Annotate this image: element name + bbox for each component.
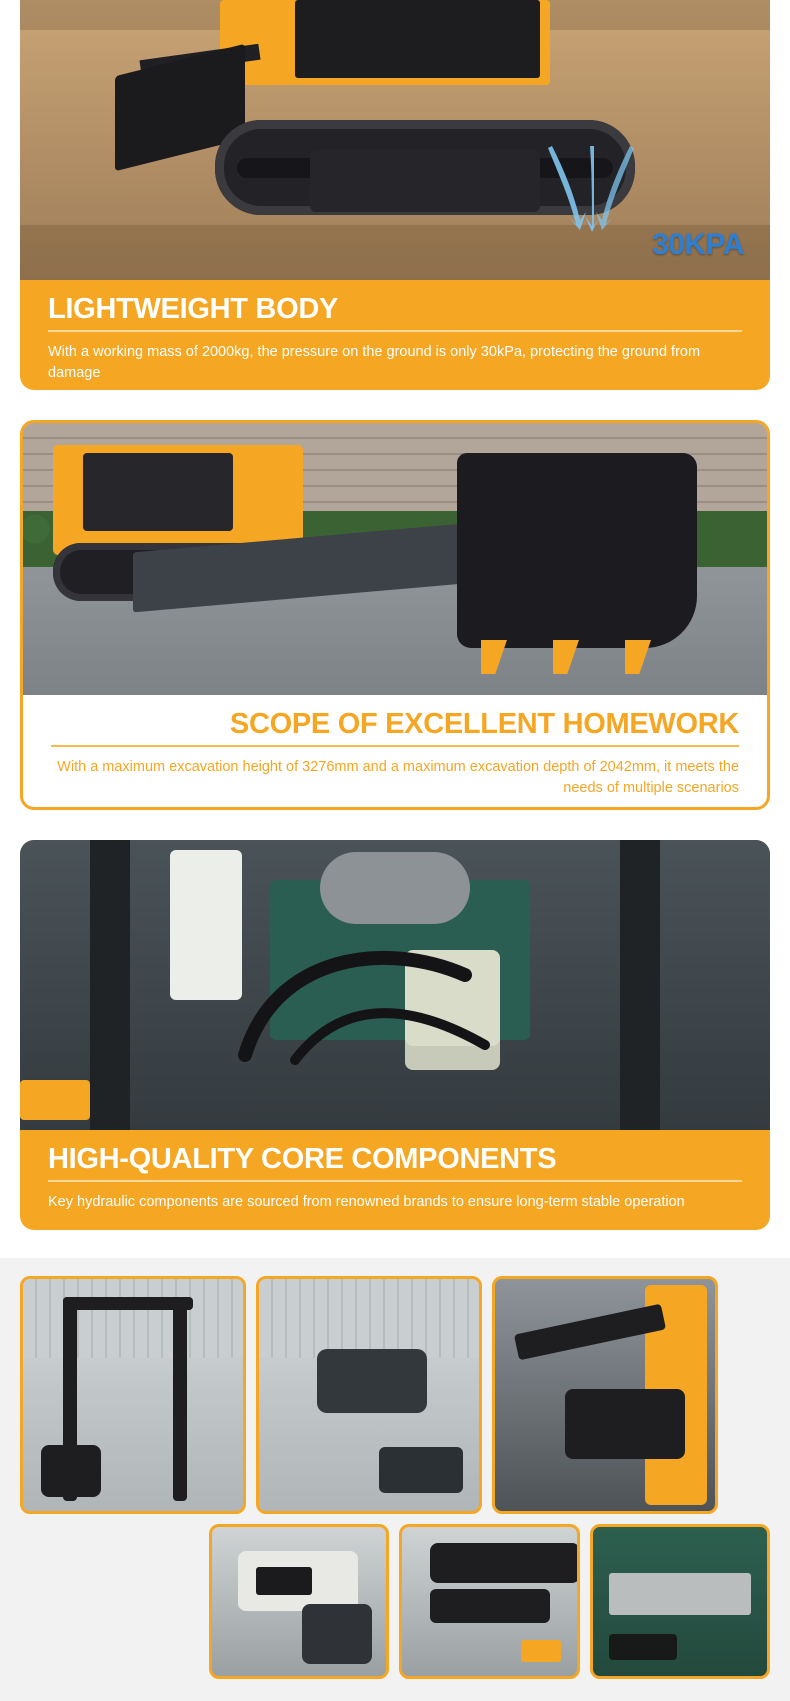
thumb-track-frame[interactable] bbox=[590, 1524, 770, 1679]
thumb-boom-detail[interactable] bbox=[492, 1276, 718, 1514]
hydraulic-hose bbox=[235, 935, 535, 1065]
gallery-spacer bbox=[20, 1524, 199, 1679]
cabin-top-rail bbox=[63, 1297, 193, 1310]
gallery-row-1 bbox=[20, 1276, 770, 1514]
excavator-cab-dark bbox=[83, 453, 233, 531]
title-divider bbox=[48, 330, 742, 332]
coolant-tank bbox=[170, 850, 242, 1000]
feature-description: Key hydraulic components are sourced from renowned brands to ensure long-term stable operation bbox=[48, 1194, 685, 1211]
photo-gallery bbox=[0, 1258, 790, 1701]
frame-bar-right bbox=[620, 840, 660, 1130]
factory-roof bbox=[23, 1279, 243, 1358]
boom-cylinder bbox=[514, 1304, 666, 1361]
title-divider bbox=[51, 745, 739, 747]
thumb-wrapped-seat[interactable] bbox=[256, 1276, 482, 1514]
orange-panel-edge bbox=[20, 1080, 90, 1120]
excavator-cab bbox=[295, 0, 540, 78]
feature-card-high-quality-core-components bbox=[20, 840, 770, 1230]
feature-card-scope-of-excellent-homework bbox=[20, 420, 770, 810]
cabin-post bbox=[173, 1297, 187, 1501]
gallery-row-2 bbox=[20, 1524, 770, 1679]
thumb-factory-cabin[interactable] bbox=[20, 1276, 246, 1514]
caption-scope-of-excellent-homework bbox=[23, 695, 767, 810]
orange-trim bbox=[521, 1640, 561, 1662]
thumb-seat-side[interactable] bbox=[399, 1524, 579, 1679]
seat-back bbox=[430, 1543, 579, 1583]
feature-card-lightweight-body bbox=[20, 0, 770, 390]
feature-title: SCOPE OF EXCELLENT HOMEWORK bbox=[229, 708, 739, 740]
feature-title: HIGH-QUALITY CORE COMPONENTS bbox=[48, 1143, 557, 1175]
control-console bbox=[379, 1447, 463, 1493]
title-divider bbox=[48, 1180, 742, 1182]
excavator-undercarriage bbox=[310, 150, 540, 212]
feature-title: LIGHTWEIGHT BODY bbox=[48, 293, 339, 325]
feature-description: With a working mass of 2000kg, the pressure on the ground is only 30kPa, protecting the ground from damage bbox=[48, 344, 701, 382]
ground-pressure-badge: 30KPA bbox=[652, 228, 744, 261]
hydraulic-block bbox=[565, 1389, 685, 1459]
photo-engine-bay bbox=[20, 840, 770, 1130]
excavator-bucket bbox=[457, 453, 697, 648]
thumb-control-panel[interactable] bbox=[209, 1524, 389, 1679]
frame-bar-left bbox=[90, 840, 130, 1130]
feature-description: With a maximum excavation height of 3276mm and a maximum excavation depth of 2042mm, it meets the needs of multiple scenarios bbox=[57, 759, 739, 797]
photo-excavation-scope bbox=[23, 423, 767, 695]
ground-pressure-arrows-icon bbox=[530, 142, 650, 232]
joystick bbox=[302, 1604, 372, 1664]
caption-high-quality-core-components bbox=[20, 1130, 770, 1230]
seat-base bbox=[430, 1589, 550, 1623]
frame-shadow bbox=[609, 1634, 677, 1660]
caption-lightweight-body bbox=[20, 280, 770, 390]
factory-roof bbox=[259, 1279, 479, 1358]
switch-panel bbox=[256, 1567, 312, 1595]
photo-lightweight-body bbox=[20, 0, 770, 280]
wrapped-seat bbox=[317, 1349, 427, 1413]
track-rail bbox=[609, 1573, 751, 1615]
operator-seat bbox=[41, 1445, 101, 1497]
air-filter bbox=[320, 852, 470, 924]
